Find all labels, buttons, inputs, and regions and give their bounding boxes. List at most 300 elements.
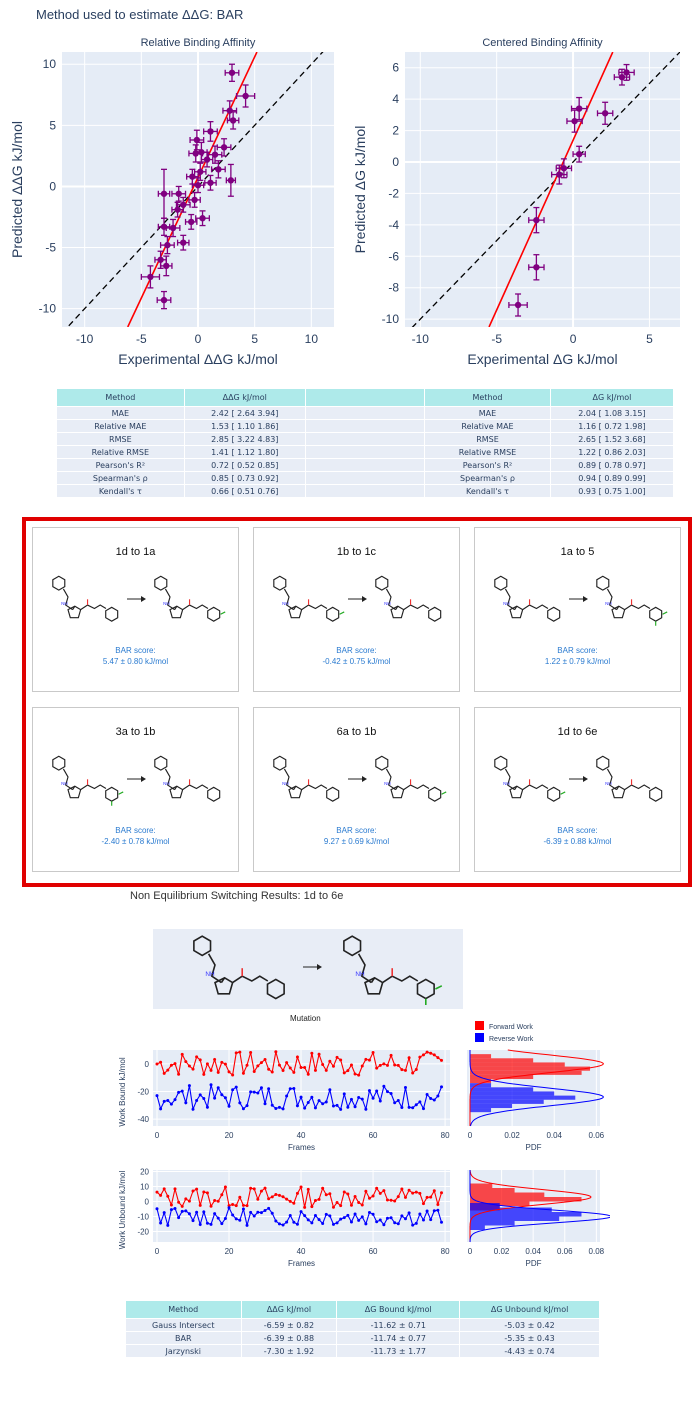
work-point: [418, 1100, 421, 1103]
y-tick-label: 5: [49, 118, 56, 133]
point-marker: [533, 264, 539, 270]
point-marker: [174, 206, 180, 212]
work-point: [195, 1211, 198, 1214]
work-point: [228, 1206, 231, 1209]
stats-table: [56, 388, 674, 498]
benzene-ring: [495, 756, 507, 770]
work-point: [325, 1101, 328, 1104]
stats-value-left: 2.42 [ 2.64 3.94]: [184, 407, 305, 420]
work-point: [296, 1223, 299, 1226]
relative-binding-affinity-plot: [0, 32, 340, 372]
work-point: [300, 1186, 303, 1189]
work-point: [382, 1189, 385, 1192]
y-tick-label: 6: [392, 60, 399, 75]
work-point: [260, 1211, 263, 1214]
work-point: [174, 1207, 177, 1210]
point-marker: [533, 217, 539, 223]
neq-row: [126, 1332, 600, 1345]
legend-item: [475, 1021, 484, 1030]
work-point: [379, 1219, 382, 1222]
work-point: [390, 1054, 393, 1057]
work-point: [224, 1096, 227, 1099]
point-marker: [229, 70, 235, 76]
work-point: [397, 1222, 400, 1225]
work-point: [202, 1190, 205, 1193]
work-point: [231, 1214, 234, 1217]
point-marker: [164, 242, 170, 248]
work-point: [206, 1222, 209, 1225]
work-point: [364, 1190, 367, 1193]
y-tick-label: 0: [392, 155, 399, 169]
work-point: [303, 1206, 306, 1209]
work-point: [310, 1205, 313, 1208]
work-point: [202, 1210, 205, 1213]
x-tick-label: 0: [154, 1131, 160, 1140]
work-point: [332, 1065, 335, 1068]
work-point: [285, 1221, 288, 1224]
work-point: [285, 1095, 288, 1098]
work-point: [393, 1101, 396, 1104]
work-point: [361, 1215, 364, 1218]
aryl-ring: [429, 787, 441, 801]
y-tick-label: -10: [38, 301, 56, 316]
pdf-tick-label: 0.04: [546, 1131, 563, 1140]
stats-metric-left: MAE: [57, 407, 185, 420]
histogram-bar: [470, 1100, 544, 1104]
molecule-structure: [597, 576, 667, 625]
y-tick-label: -5: [45, 240, 56, 255]
work-point: [206, 1106, 209, 1109]
transformation-structures: [264, 574, 449, 634]
reaction-arrow: [348, 596, 367, 602]
stats-row: [57, 472, 674, 485]
work-point: [379, 1192, 382, 1195]
work-point: [357, 1201, 360, 1204]
work-point: [433, 1053, 436, 1056]
bar-score-value: -6.39 ± 0.88 kJ/mol: [543, 837, 612, 846]
benzene-ring: [597, 756, 609, 770]
legend-swatch: [475, 1033, 484, 1042]
work-point: [271, 1212, 274, 1215]
molecule-structure: [53, 756, 123, 805]
histogram-bar: [470, 1217, 559, 1222]
work-point: [156, 1094, 159, 1097]
work-point: [264, 1209, 267, 1212]
work-point: [408, 1056, 411, 1059]
work-point: [256, 1198, 259, 1201]
point-marker: [163, 263, 169, 269]
work-point: [318, 1198, 321, 1201]
work-point: [195, 1188, 198, 1191]
work-point: [192, 1219, 195, 1222]
work-point: [318, 1099, 321, 1102]
work-point: [235, 1051, 238, 1054]
x-axis-label: Experimental ΔG kJ/mol: [467, 351, 618, 367]
amine-label: NH: [282, 781, 289, 787]
histogram-bar: [470, 1184, 492, 1189]
work-point: [264, 1187, 267, 1190]
work-point: [429, 1196, 432, 1199]
work-point: [235, 1086, 238, 1089]
work-point: [210, 1069, 213, 1072]
neq-row: [126, 1319, 600, 1332]
work-point: [375, 1090, 378, 1093]
work-point: [408, 1189, 411, 1192]
work-point: [210, 1083, 213, 1086]
point-marker: [556, 171, 562, 177]
benzene-ring: [344, 936, 361, 955]
work-point: [285, 1061, 288, 1064]
work-point: [400, 1188, 403, 1191]
work-point: [260, 1061, 263, 1064]
benzene-ring: [53, 756, 65, 770]
legend-swatch: [475, 1021, 484, 1030]
point-marker: [515, 302, 521, 308]
work-point: [166, 1069, 169, 1072]
work-point: [220, 1193, 223, 1196]
work-point: [426, 1196, 429, 1199]
work-point: [199, 1058, 202, 1061]
work-point: [163, 1187, 166, 1190]
point-marker: [623, 69, 629, 75]
work-point: [296, 1192, 299, 1195]
work-point: [372, 1195, 375, 1198]
y-axis-label: Predicted ΔΔG kJ/mol: [9, 121, 25, 258]
work-point: [249, 1211, 252, 1214]
x-tick-label: 5: [251, 332, 259, 346]
point-marker: [198, 149, 204, 155]
halogen-bond: [119, 792, 124, 794]
work-point: [429, 1052, 432, 1055]
neq-header-dg-unbound: ΔG Unbound kJ/mol: [460, 1301, 600, 1319]
work-point: [357, 1074, 360, 1077]
x-tick-label: -5: [491, 332, 503, 346]
work-point: [393, 1064, 396, 1067]
benzene-ring: [155, 576, 167, 590]
work-point: [368, 1089, 371, 1092]
bar-score: [33, 645, 238, 667]
aryl-ring: [548, 607, 560, 621]
point-marker: [161, 224, 167, 230]
work-point: [361, 1065, 364, 1068]
work-point: [156, 1191, 159, 1194]
histogram-bar: [470, 1193, 544, 1198]
point-marker: [161, 297, 167, 303]
stats-gap-cell: [305, 420, 424, 433]
bar-score-label: BAR score:: [336, 826, 377, 835]
work-point: [328, 1214, 331, 1217]
molecule-structure: [155, 576, 225, 621]
aryl-ring: [650, 787, 662, 801]
backbone-bond: [505, 589, 514, 610]
work-point: [346, 1193, 349, 1196]
backbone-bond: [63, 589, 72, 610]
centered-binding-affinity-plot: [345, 32, 690, 372]
x-tick-label: 10: [304, 332, 319, 346]
work-point: [332, 1206, 335, 1209]
work-point: [415, 1103, 418, 1106]
work-point: [174, 1187, 177, 1190]
y-axis-label: Predicted ΔG kJ/mol: [352, 125, 368, 254]
work-point: [375, 1220, 378, 1223]
molecule-structure: [376, 576, 441, 621]
work-point: [188, 1212, 191, 1215]
work-point: [325, 1213, 328, 1216]
transformation-structures: [43, 574, 228, 634]
benzene-ring: [274, 756, 286, 770]
stats-metric-right: Relative RMSE: [425, 446, 551, 459]
histogram-bar: [470, 1096, 575, 1100]
bar-score: [475, 645, 680, 667]
stats-value-left: 0.85 [ 0.73 0.92]: [184, 472, 305, 485]
aryl-ring: [208, 787, 220, 801]
stats-gap-cell: [305, 485, 424, 498]
work-point: [328, 1060, 331, 1063]
transformation-structures: [485, 754, 670, 814]
work-point: [199, 1204, 202, 1207]
work-point: [177, 1073, 180, 1076]
x-tick-label: 0: [569, 332, 577, 346]
neq-ddg: -6.39 ± 0.88: [241, 1332, 337, 1345]
backbone-bond: [359, 954, 372, 983]
work-point: [217, 1086, 220, 1089]
histogram-bar: [470, 1108, 491, 1112]
bar-score-label: BAR score:: [557, 646, 598, 655]
point-marker: [147, 274, 153, 280]
transformations-highlight-box: [22, 517, 692, 887]
backbone-bond: [63, 769, 72, 790]
work-point: [210, 1205, 213, 1208]
reaction-arrow: [569, 596, 588, 602]
neq-header-ddg: ΔΔG kJ/mol: [241, 1301, 337, 1319]
work-point: [199, 1223, 202, 1226]
work-point: [246, 1224, 249, 1227]
backbone-bond: [165, 769, 174, 790]
neq-header-method: Method: [126, 1301, 242, 1319]
work-point: [274, 1219, 277, 1222]
transformation-title: 3a to 1b: [115, 726, 156, 738]
backbone-bond: [284, 589, 293, 610]
benzene-ring: [597, 576, 609, 590]
work-point: [159, 1194, 162, 1197]
work-point: [271, 1071, 274, 1074]
work-point: [246, 1104, 249, 1107]
work-point: [386, 1199, 389, 1202]
y-tick-label: -20: [137, 1087, 149, 1097]
molecule-structure: [597, 756, 662, 801]
x-tick-label: 20: [224, 1131, 234, 1140]
stats-gap-cell: [305, 433, 424, 446]
work-point: [278, 1064, 281, 1067]
pdf-label: PDF: [525, 1259, 542, 1268]
work-point: [260, 1190, 263, 1193]
halogen-bond: [663, 612, 668, 614]
amine-label: NH: [503, 781, 510, 787]
stats-gap-cell: [305, 407, 424, 420]
work-point: [426, 1093, 429, 1096]
stats-metric-left: Spearman's ρ: [57, 472, 185, 485]
work-point: [213, 1058, 216, 1061]
work-y-label: Work Bound kJ/mol: [118, 1057, 127, 1127]
work-point: [249, 1090, 252, 1093]
arrow-head: [362, 596, 367, 602]
x-tick-label: 40: [296, 1131, 306, 1140]
point-marker: [195, 182, 201, 188]
work-point: [271, 1195, 274, 1198]
work-point: [346, 1214, 349, 1217]
histogram-bar: [470, 1091, 554, 1095]
point-marker: [207, 180, 213, 186]
point-marker: [176, 191, 182, 197]
work-point: [411, 1192, 414, 1195]
work-point: [314, 1214, 317, 1217]
point-marker: [189, 173, 195, 179]
aryl-ring: [650, 607, 662, 621]
transformation-title: 1b to 1c: [336, 546, 377, 558]
pdf-tick-label: 0.06: [588, 1131, 605, 1140]
y-tick-label: 0: [144, 1059, 149, 1069]
stats-gap-cell: [305, 459, 424, 472]
y-tick-label: -8: [388, 280, 399, 295]
work-point: [282, 1069, 285, 1072]
neq-method: Gauss Intersect: [126, 1319, 242, 1332]
stats-metric-left: Relative RMSE: [57, 446, 185, 459]
benzene-ring: [376, 756, 388, 770]
work-point: [159, 1107, 162, 1110]
stats-header-dg: ΔG kJ/mol: [550, 389, 673, 407]
backbone-bond: [165, 589, 174, 610]
work-point: [253, 1091, 256, 1094]
work-point: [422, 1053, 425, 1056]
work-point: [181, 1090, 184, 1093]
legend-item: [475, 1033, 484, 1042]
work-point: [361, 1203, 364, 1206]
work-point: [382, 1062, 385, 1065]
backbone-bond: [607, 589, 616, 610]
plot-area: [405, 52, 680, 327]
work-point: [375, 1067, 378, 1070]
neq-header-dg-bound: ΔG Bound kJ/mol: [337, 1301, 460, 1319]
neq-title: Non Equilibrium Switching Results: 1d to 6e: [130, 890, 344, 902]
work-point: [274, 1107, 277, 1110]
bar-score-value: -2.40 ± 0.78 kJ/mol: [101, 837, 170, 846]
work-point: [289, 1200, 292, 1203]
work-point: [321, 1222, 324, 1225]
y-tick-label: 4: [392, 92, 399, 107]
y-tick-label: -20: [137, 1227, 149, 1237]
work-point: [231, 1074, 234, 1077]
work-point: [253, 1214, 256, 1217]
point-marker: [576, 151, 582, 157]
work-point: [224, 1063, 227, 1066]
work-point: [404, 1196, 407, 1199]
y-tick-label: 10: [42, 57, 56, 72]
point-marker: [230, 117, 236, 123]
aryl-ring: [267, 979, 284, 998]
transformation-title: 1d to 1a: [115, 546, 156, 558]
work-point: [343, 1190, 346, 1193]
stats-header-method-left: Method: [57, 389, 185, 407]
work-point: [296, 1056, 299, 1059]
bar-score: [254, 645, 459, 667]
point-marker: [204, 156, 210, 162]
work-point: [217, 1200, 220, 1203]
work-point: [357, 1096, 360, 1099]
work-point: [213, 1212, 216, 1215]
transformation-card: [474, 707, 681, 872]
work-point: [361, 1098, 364, 1101]
histogram-bar: [470, 1212, 581, 1217]
x-tick-label: 0: [194, 332, 202, 346]
work-point: [408, 1106, 411, 1109]
molecule-structure: [344, 936, 442, 1005]
point-marker: [170, 225, 176, 231]
work-point: [166, 1099, 169, 1102]
mutation-label: Mutation: [290, 1014, 321, 1023]
work-point: [343, 1092, 346, 1095]
work-point: [289, 1214, 292, 1217]
point-marker: [561, 165, 567, 171]
work-point: [246, 1064, 249, 1067]
work-point: [177, 1216, 180, 1219]
work-point: [422, 1202, 425, 1205]
work-point: [166, 1195, 169, 1198]
work-point: [386, 1217, 389, 1220]
work-point: [238, 1196, 241, 1199]
work-point: [318, 1218, 321, 1221]
work-point: [300, 1066, 303, 1069]
work-point: [415, 1068, 418, 1071]
arrow-head: [583, 776, 588, 782]
x-tick-label: 60: [368, 1247, 378, 1256]
work-point: [174, 1062, 177, 1065]
work-point: [231, 1088, 234, 1091]
work-point: [339, 1218, 342, 1221]
point-marker: [207, 128, 213, 134]
arrow-head: [317, 964, 322, 970]
neq-ddg: -6.59 ± 0.82: [241, 1319, 337, 1332]
bar-score-label: BAR score:: [336, 646, 377, 655]
x-tick-label: 20: [224, 1247, 234, 1256]
work-point: [393, 1221, 396, 1224]
molecule-structure: [495, 576, 560, 621]
x-tick-label: -10: [75, 332, 94, 346]
work-point: [278, 1106, 281, 1109]
point-marker: [215, 166, 221, 172]
aryl-ring: [548, 787, 560, 801]
benzene-ring: [376, 576, 388, 590]
work-point: [332, 1223, 335, 1226]
benzene-ring: [274, 576, 286, 590]
stats-header-ddg: ΔΔG kJ/mol: [184, 389, 305, 407]
point-marker: [571, 118, 577, 124]
y-tick-label: -6: [388, 249, 399, 264]
work-point: [289, 1087, 292, 1090]
work-point: [346, 1106, 349, 1109]
pdf-tick-label: 0.02: [504, 1131, 520, 1140]
work-point: [408, 1211, 411, 1214]
work-point: [163, 1211, 166, 1214]
work-point: [285, 1198, 288, 1201]
work-point: [163, 1100, 166, 1103]
work-point: [267, 1087, 270, 1090]
benzene-ring: [155, 756, 167, 770]
neq-work-plots: [105, 1016, 610, 1281]
x-tick-label: -5: [135, 332, 147, 346]
work-point: [332, 1105, 335, 1108]
work-point: [339, 1108, 342, 1111]
stats-metric-right: MAE: [425, 407, 551, 420]
